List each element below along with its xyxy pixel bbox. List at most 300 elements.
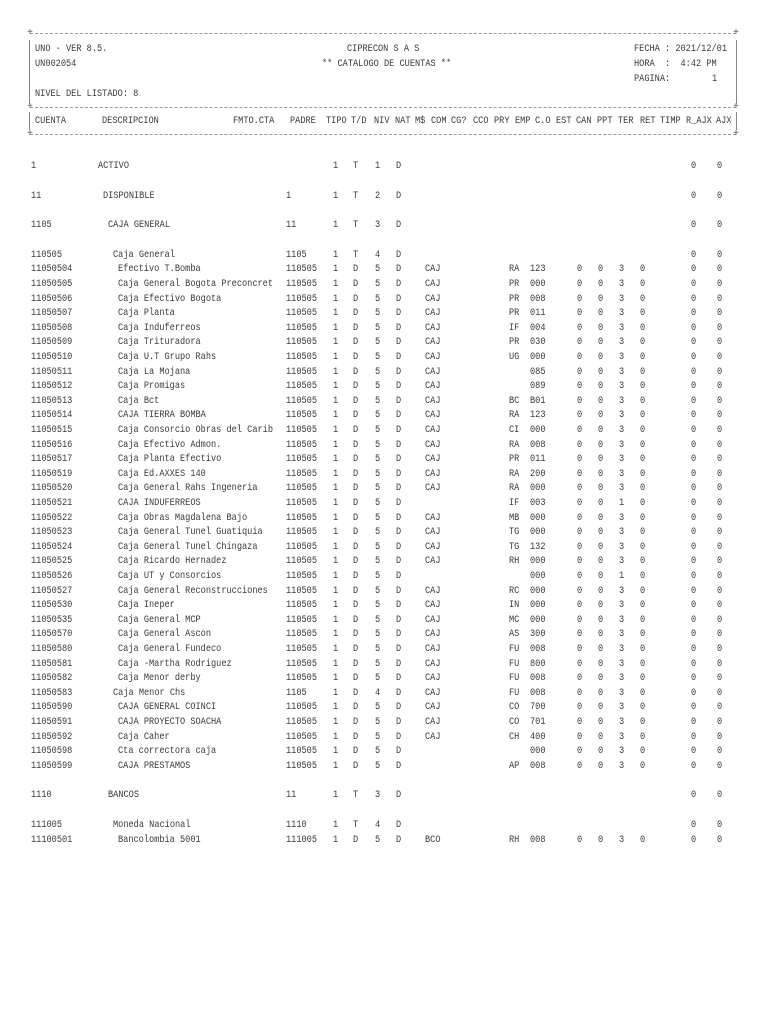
com-cell: CAJ: [425, 365, 441, 378]
type-cell: 1: [333, 365, 339, 378]
r-ajx-cell: 0: [691, 819, 697, 831]
table-row: [0, 248, 768, 263]
parent-account: 110505: [286, 351, 318, 363]
ppt-cell: 3: [619, 365, 625, 378]
level-cell: 5: [375, 467, 381, 480]
r-ajx-cell: 0: [691, 657, 697, 670]
ppt-cell: 3: [619, 336, 625, 349]
type-cell: 1: [333, 759, 339, 772]
ppt-cell: 3: [619, 511, 625, 524]
ppt-cell: 3: [619, 278, 625, 290]
table-row: [0, 598, 768, 613]
nature-cell: D: [396, 701, 402, 714]
column-header-timp: TIMP: [660, 115, 681, 127]
emp-cell: AP: [509, 759, 520, 772]
emp-cell: RH: [509, 833, 520, 846]
ppt-cell: 3: [619, 701, 625, 714]
account-description: Caja Ed.AXXES 140: [118, 467, 206, 480]
co-cell: 123: [530, 263, 546, 276]
td-cell: D: [353, 278, 359, 290]
type-cell: 1: [333, 526, 339, 539]
r-ajx-cell: 0: [691, 833, 697, 846]
ter-cell: 0: [640, 278, 646, 290]
ajx-cell: 0: [717, 759, 723, 772]
can-cell: 0: [598, 686, 604, 699]
est-cell: 0: [577, 759, 583, 772]
account-description: Caja General Tunel Chingaza: [118, 540, 258, 553]
account-code: 11050515: [31, 424, 73, 436]
account-description: Efectivo T.Bomba: [118, 263, 201, 276]
column-header-cuenta: CUENTA: [35, 115, 67, 127]
parent-account: 110505: [286, 424, 318, 436]
ajx-cell: 0: [717, 263, 723, 276]
account-description: CAJA PROYECTO SOACHA: [118, 716, 222, 728]
parent-account: 1105: [286, 686, 307, 699]
nature-cell: D: [396, 424, 402, 436]
parent-account: 110505: [286, 701, 318, 714]
est-cell: 0: [577, 438, 583, 451]
header-top-rule: + +: [27, 102, 739, 113]
parent-account: 110505: [286, 613, 318, 626]
table-row: [0, 759, 768, 774]
table-row: [0, 686, 768, 701]
ter-cell: 0: [640, 716, 646, 728]
table-row: [0, 715, 768, 730]
ter-cell: 0: [640, 570, 646, 582]
level-cell: 5: [375, 409, 381, 422]
account-code: 11: [31, 189, 42, 202]
td-cell: D: [353, 351, 359, 363]
nature-cell: D: [396, 409, 402, 422]
nature-cell: D: [396, 628, 402, 641]
column-header-ter: TER: [618, 115, 634, 127]
ajx-cell: 0: [717, 599, 723, 612]
account-description: BANCOS: [108, 789, 140, 802]
com-cell: CAJ: [425, 511, 441, 524]
can-cell: 0: [598, 394, 604, 407]
ter-cell: 0: [640, 336, 646, 349]
column-header-r-ajx: R_AJX: [686, 115, 712, 127]
level-cell: 5: [375, 424, 381, 436]
co-cell: 008: [530, 292, 546, 305]
emp-cell: RA: [509, 482, 520, 495]
table-row: [0, 379, 768, 394]
ppt-cell: 3: [619, 263, 625, 276]
td-cell: D: [353, 643, 359, 655]
com-cell: CAJ: [425, 409, 441, 422]
account-code: 11050599: [31, 759, 73, 772]
can-cell: 0: [598, 730, 604, 743]
td-cell: D: [353, 380, 359, 393]
account-code: 11050590: [31, 701, 73, 714]
account-code: 11050524: [31, 540, 73, 553]
ajx-cell: 0: [717, 467, 723, 480]
account-code: 1: [31, 160, 37, 172]
type-cell: 1: [333, 380, 339, 393]
ter-cell: 0: [640, 424, 646, 436]
account-description: CAJA PRESTAMOS: [118, 759, 191, 772]
level-cell: 5: [375, 540, 381, 553]
account-description: CAJA TIERRA BOMBA: [118, 409, 206, 422]
td-cell: D: [353, 745, 359, 758]
parent-account: 110505: [286, 643, 318, 655]
nature-cell: D: [396, 613, 402, 626]
parent-account: 110505: [286, 745, 318, 758]
com-cell: CAJ: [425, 540, 441, 553]
r-ajx-cell: 0: [691, 467, 697, 480]
account-code: 11050511: [31, 365, 73, 378]
level-cell: 5: [375, 365, 381, 378]
est-cell: 0: [577, 613, 583, 626]
est-cell: 0: [577, 467, 583, 480]
table-row: [0, 452, 768, 467]
account-description: CAJA GENERAL COINCI: [118, 701, 217, 714]
column-header-descripcion: DESCRIPCION: [102, 115, 159, 127]
type-cell: 1: [333, 248, 339, 261]
emp-cell: RH: [509, 555, 520, 568]
parent-account: 1110: [286, 819, 307, 831]
co-cell: 004: [530, 321, 546, 334]
ppt-cell: 3: [619, 409, 625, 422]
ter-cell: 0: [640, 526, 646, 539]
ajx-cell: 0: [717, 438, 723, 451]
parent-account: 110505: [286, 584, 318, 597]
ter-cell: 0: [640, 672, 646, 685]
co-cell: 800: [530, 657, 546, 670]
top-border: + +: [27, 28, 739, 39]
page-number: 1: [712, 73, 718, 85]
td-cell: D: [353, 686, 359, 699]
ppt-cell: 3: [619, 380, 625, 393]
r-ajx-cell: 0: [691, 686, 697, 699]
r-ajx-cell: 0: [691, 248, 697, 261]
est-cell: 0: [577, 657, 583, 670]
can-cell: 0: [598, 701, 604, 714]
co-cell: 701: [530, 716, 546, 728]
co-cell: 008: [530, 672, 546, 685]
level-cell: 5: [375, 672, 381, 685]
com-cell: CAJ: [425, 263, 441, 276]
nature-cell: D: [396, 394, 402, 407]
can-cell: 0: [598, 540, 604, 553]
level-cell: 5: [375, 599, 381, 612]
emp-cell: BC: [509, 394, 520, 407]
emp-cell: PR: [509, 307, 520, 320]
table-row: [0, 671, 768, 686]
co-cell: 000: [530, 424, 546, 436]
emp-cell: IF: [509, 321, 520, 334]
type-cell: 1: [333, 570, 339, 582]
account-description: Caja UT y Consorcios: [118, 570, 222, 582]
ajx-cell: 0: [717, 555, 723, 568]
ter-cell: 0: [640, 365, 646, 378]
ter-cell: 0: [640, 613, 646, 626]
td-cell: D: [353, 453, 359, 466]
ter-cell: 0: [640, 745, 646, 758]
td-cell: D: [353, 336, 359, 349]
ajx-cell: 0: [717, 701, 723, 714]
nature-cell: D: [396, 686, 402, 699]
r-ajx-cell: 0: [691, 365, 697, 378]
account-code: 11050591: [31, 716, 73, 728]
column-header-m: M$: [415, 115, 426, 127]
parent-account: 110505: [286, 555, 318, 568]
est-cell: 0: [577, 833, 583, 846]
com-cell: CAJ: [425, 526, 441, 539]
parent-account: 110505: [286, 511, 318, 524]
ajx-cell: 0: [717, 789, 723, 802]
ter-cell: 0: [640, 438, 646, 451]
table-row: [0, 613, 768, 628]
level-cell: 4: [375, 686, 381, 699]
td-cell: D: [353, 833, 359, 846]
ajx-cell: 0: [717, 628, 723, 641]
td-cell: T: [353, 248, 359, 261]
ajx-cell: 0: [717, 643, 723, 655]
can-cell: 0: [598, 657, 604, 670]
table-row: [0, 335, 768, 350]
nature-cell: D: [396, 438, 402, 451]
can-cell: 0: [598, 380, 604, 393]
com-cell: CAJ: [425, 628, 441, 641]
account-code: 111005: [31, 819, 63, 831]
table-row: [0, 189, 768, 204]
table-row: [0, 642, 768, 657]
com-cell: CAJ: [425, 292, 441, 305]
level-cell: 4: [375, 819, 381, 831]
column-header-cco: CCO: [473, 115, 489, 127]
level-cell: 5: [375, 351, 381, 363]
parent-account: 110505: [286, 307, 318, 320]
account-code: 11050508: [31, 321, 73, 334]
est-cell: 0: [577, 540, 583, 553]
can-cell: 0: [598, 497, 604, 509]
parent-account: 110505: [286, 409, 318, 422]
emp-cell: TG: [509, 526, 520, 539]
ppt-cell: 3: [619, 745, 625, 758]
td-cell: T: [353, 219, 359, 232]
account-code: 11050509: [31, 336, 73, 349]
system-version: UNO - VER 8.5.: [35, 43, 108, 55]
com-cell: CAJ: [425, 438, 441, 451]
ppt-cell: 3: [619, 424, 625, 436]
type-cell: 1: [333, 263, 339, 276]
can-cell: 0: [598, 365, 604, 378]
level-cell: 5: [375, 716, 381, 728]
ajx-cell: 0: [717, 219, 723, 232]
emp-cell: IF: [509, 497, 520, 509]
co-cell: 000: [530, 570, 546, 582]
ppt-cell: 3: [619, 759, 625, 772]
type-cell: 1: [333, 819, 339, 831]
ppt-cell: 3: [619, 526, 625, 539]
parent-account: 110505: [286, 438, 318, 451]
com-cell: CAJ: [425, 380, 441, 393]
est-cell: 0: [577, 278, 583, 290]
table-row: [0, 277, 768, 292]
co-cell: 200: [530, 467, 546, 480]
co-cell: 000: [530, 278, 546, 290]
type-cell: 1: [333, 789, 339, 802]
ajx-cell: 0: [717, 160, 723, 172]
ter-cell: 0: [640, 292, 646, 305]
account-description: Caja General Rahs Ingeneria: [118, 482, 258, 495]
emp-cell: CI: [509, 424, 520, 436]
column-header-emp: EMP: [515, 115, 531, 127]
type-cell: 1: [333, 292, 339, 305]
type-cell: 1: [333, 730, 339, 743]
table-row: [0, 292, 768, 307]
emp-cell: RC: [509, 584, 520, 597]
level-cell: 5: [375, 745, 381, 758]
ter-cell: 0: [640, 351, 646, 363]
can-cell: 0: [598, 409, 604, 422]
nature-cell: D: [396, 555, 402, 568]
ppt-cell: 3: [619, 292, 625, 305]
level-cell: 5: [375, 584, 381, 597]
type-cell: 1: [333, 628, 339, 641]
ppt-cell: 1: [619, 497, 625, 509]
r-ajx-cell: 0: [691, 511, 697, 524]
ajx-cell: 0: [717, 584, 723, 597]
r-ajx-cell: 0: [691, 599, 697, 612]
can-cell: 0: [598, 482, 604, 495]
com-cell: CAJ: [425, 321, 441, 334]
can-cell: 0: [598, 453, 604, 466]
company-name: CIPRECON S A S: [347, 43, 420, 55]
type-cell: 1: [333, 643, 339, 655]
table-row: [0, 438, 768, 453]
level-cell: 5: [375, 497, 381, 509]
level-cell: 5: [375, 570, 381, 582]
r-ajx-cell: 0: [691, 570, 697, 582]
listing-level: NIVEL DEL LISTADO: 8: [35, 88, 139, 100]
nature-cell: D: [396, 716, 402, 728]
r-ajx-cell: 0: [691, 745, 697, 758]
table-row: [0, 730, 768, 745]
account-code: 11050581: [31, 657, 73, 670]
column-header-fmto-cta: FMTO.CTA: [233, 115, 275, 127]
column-header-ajx: AJX: [716, 115, 732, 127]
table-row: [0, 423, 768, 438]
level-cell: 5: [375, 292, 381, 305]
ajx-cell: 0: [717, 321, 723, 334]
level-cell: 5: [375, 307, 381, 320]
account-code: 11050527: [31, 584, 73, 597]
level-cell: 5: [375, 730, 381, 743]
r-ajx-cell: 0: [691, 759, 697, 772]
nature-cell: D: [396, 789, 402, 802]
com-cell: CAJ: [425, 599, 441, 612]
r-ajx-cell: 0: [691, 189, 697, 202]
type-cell: 1: [333, 453, 339, 466]
r-ajx-cell: 0: [691, 540, 697, 553]
ppt-cell: 3: [619, 540, 625, 553]
account-description: Caja General: [113, 248, 176, 261]
ter-cell: 0: [640, 540, 646, 553]
com-cell: CAJ: [425, 278, 441, 290]
nature-cell: D: [396, 292, 402, 305]
parent-account: 110505: [286, 336, 318, 349]
table-row: [0, 262, 768, 277]
account-description: Caja General Tunel Guatiquia: [118, 526, 263, 539]
table-row: [0, 818, 768, 833]
td-cell: D: [353, 701, 359, 714]
ppt-cell: 3: [619, 599, 625, 612]
td-cell: D: [353, 424, 359, 436]
column-header-ret: RET: [640, 115, 656, 127]
nature-cell: D: [396, 453, 402, 466]
report-time: HORA : 4:42 PM: [634, 58, 717, 70]
type-cell: 1: [333, 409, 339, 422]
account-description: Caja Ineper: [118, 599, 175, 612]
column-header-row: [0, 114, 768, 129]
account-description: Caja Menor Chs: [113, 686, 186, 699]
ajx-cell: 0: [717, 613, 723, 626]
r-ajx-cell: 0: [691, 672, 697, 685]
ter-cell: 0: [640, 380, 646, 393]
level-cell: 5: [375, 482, 381, 495]
type-cell: 1: [333, 657, 339, 670]
level-cell: 5: [375, 321, 381, 334]
est-cell: 0: [577, 351, 583, 363]
level-cell: 5: [375, 833, 381, 846]
ppt-cell: 3: [619, 686, 625, 699]
table-row: [0, 306, 768, 321]
column-header-nat: NAT: [395, 115, 411, 127]
account-code: 11050507: [31, 307, 73, 320]
ter-cell: 0: [640, 759, 646, 772]
r-ajx-cell: 0: [691, 701, 697, 714]
td-cell: D: [353, 540, 359, 553]
ajx-cell: 0: [717, 365, 723, 378]
co-cell: 003: [530, 497, 546, 509]
ter-cell: 0: [640, 453, 646, 466]
nature-cell: D: [396, 599, 402, 612]
co-cell: 300: [530, 628, 546, 641]
level-cell: 5: [375, 701, 381, 714]
can-cell: 0: [598, 643, 604, 655]
r-ajx-cell: 0: [691, 613, 697, 626]
type-cell: 1: [333, 701, 339, 714]
account-code: 11050510: [31, 351, 73, 363]
emp-cell: FU: [509, 672, 520, 685]
nature-cell: D: [396, 307, 402, 320]
account-code: 11050519: [31, 467, 73, 480]
table-row: [0, 365, 768, 380]
r-ajx-cell: 0: [691, 380, 697, 393]
co-cell: 123: [530, 409, 546, 422]
page-label: PAGINA:: [634, 73, 671, 85]
est-cell: 0: [577, 409, 583, 422]
account-code: 11050514: [31, 409, 73, 422]
ter-cell: 0: [640, 730, 646, 743]
est-cell: 0: [577, 745, 583, 758]
parent-account: 110505: [286, 599, 318, 612]
nature-cell: D: [396, 526, 402, 539]
ajx-cell: 0: [717, 453, 723, 466]
account-code: 11050504: [31, 263, 73, 276]
emp-cell: RA: [509, 263, 520, 276]
ppt-cell: 1: [619, 570, 625, 582]
ajx-cell: 0: [717, 482, 723, 495]
parent-account: 110505: [286, 497, 318, 509]
est-cell: 0: [577, 482, 583, 495]
emp-cell: FU: [509, 643, 520, 655]
r-ajx-cell: 0: [691, 321, 697, 334]
column-header-est: EST: [556, 115, 572, 127]
nature-cell: D: [396, 759, 402, 772]
